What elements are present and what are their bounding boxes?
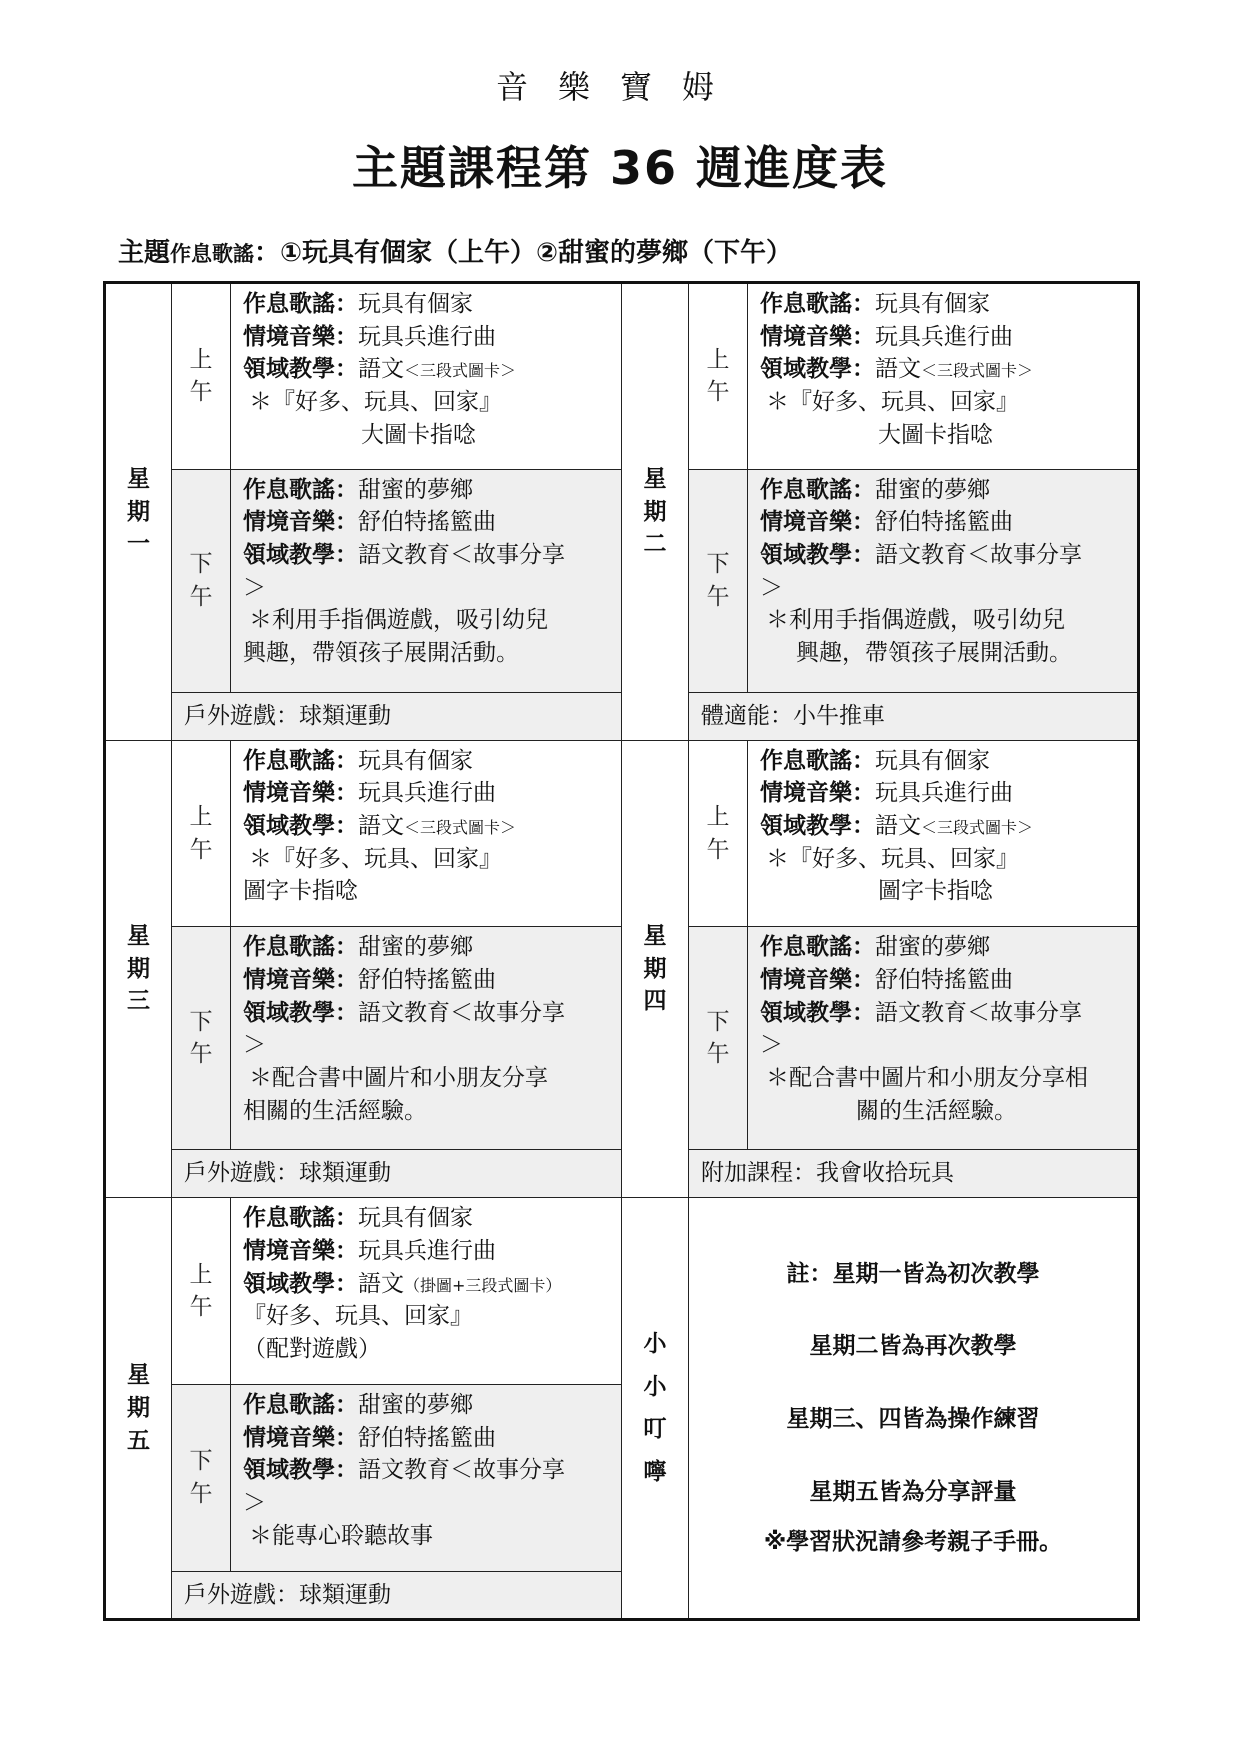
tue-pm-cell: 作息歌謠：甜蜜的夢鄉 情境音樂：舒伯特搖籃曲 領域教學：語文教育＜故事分享 ＞ ＊利用手指偶遊戲，吸引幼兒 興趣，帶領孩子展開活動。 bbox=[748, 469, 1139, 692]
fri-extra-activity: 戶外遊戲：球類運動 bbox=[172, 1571, 622, 1619]
fri-pm-cell: 作息歌謠：甜蜜的夢鄉 情境音樂：舒伯特搖籃曲 領域教學：語文教育＜故事分享 ＞ ＊能專心聆聽故事 bbox=[231, 1385, 622, 1572]
fri-am-cell: 作息歌謠：玩具有個家 情境音樂：玩具兵進行曲 領域教學：語文（掛圖+三段式圖卡） 『好多、玩具、回家』 （配對遊戲） bbox=[231, 1198, 622, 1385]
am-label: 上 午 bbox=[172, 1198, 231, 1385]
page-title: 主題課程第 36 週進度表 bbox=[351, 141, 889, 195]
pm-label: 下 午 bbox=[689, 469, 748, 692]
day-label-tue: 星 期 二 bbox=[622, 283, 689, 741]
subtitle-rest: ：①玩具有個家（上午）②甜蜜的夢鄉（下午） bbox=[254, 238, 793, 268]
pm-label: 下 午 bbox=[172, 927, 231, 1150]
thu-extra-activity: 附加課程：我會收拾玩具 bbox=[689, 1150, 1139, 1198]
pm-label: 下 午 bbox=[689, 927, 748, 1150]
reminder-notes: 註：星期一皆為初次教學 星期二皆為再次教學 星期三、四皆為操作練習 星期五皆為分享評量 ※學習狀況請參考親子手冊。 bbox=[689, 1198, 1139, 1620]
organization-name: 音樂寶姆 bbox=[495, 68, 744, 106]
am-label: 上 午 bbox=[689, 740, 748, 927]
wed-extra-activity: 戶外遊戲：球類運動 bbox=[172, 1150, 622, 1198]
theme-subtitle bbox=[118, 232, 792, 269]
thu-pm-cell: 作息歌謠：甜蜜的夢鄉 情境音樂：舒伯特搖籃曲 領域教學：語文教育＜故事分享 ＞ ＊配合書中圖片和小朋友分享相 關的生活經驗。 bbox=[748, 927, 1139, 1150]
mon-am-cell: 作息歌謠：玩具有個家 情境音樂：玩具兵進行曲 領域教學：語文＜三段式圖卡＞ ＊『好多、玩具、回家』 大圖卡指唸 bbox=[231, 283, 622, 470]
tue-extra-activity: 體適能：小牛推車 bbox=[689, 692, 1139, 740]
am-label: 上 午 bbox=[172, 283, 231, 470]
mon-pm-cell: 作息歌謠：甜蜜的夢鄉 情境音樂：舒伯特搖籃曲 領域教學：語文教育＜故事分享 ＞ ＊利用手指偶遊戲，吸引幼兒 興趣，帶領孩子展開活動。 bbox=[231, 469, 622, 692]
wed-pm-cell: 作息歌謠：甜蜜的夢鄉 情境音樂：舒伯特搖籃曲 領域教學：語文教育＜故事分享 ＞ ＊配合書中圖片和小朋友分享 相關的生活經驗。 bbox=[231, 927, 622, 1150]
am-label: 上 午 bbox=[689, 283, 748, 470]
pm-label: 下 午 bbox=[172, 1385, 231, 1572]
thu-am-cell: 作息歌謠：玩具有個家 情境音樂：玩具兵進行曲 領域教學：語文＜三段式圖卡＞ ＊『好多、玩具、回家』 圖字卡指唸 bbox=[748, 740, 1139, 927]
tue-am-cell: 作息歌謠：玩具有個家 情境音樂：玩具兵進行曲 領域教學：語文＜三段式圖卡＞ ＊『好多、玩具、回家』 大圖卡指唸 bbox=[748, 283, 1139, 470]
day-label-mon: 星 期 一 bbox=[105, 283, 172, 741]
subtitle-small: 作息歌謠 bbox=[170, 242, 255, 266]
am-label: 上 午 bbox=[172, 740, 231, 927]
day-label-thu: 星 期 四 bbox=[622, 740, 689, 1198]
reminder-label: 小 小 叮 嚀 bbox=[622, 1198, 689, 1620]
day-label-fri: 星 期 五 bbox=[105, 1198, 172, 1620]
subtitle-lead: 主題 bbox=[118, 238, 171, 268]
wed-am-cell: 作息歌謠：玩具有個家 情境音樂：玩具兵進行曲 領域教學：語文＜三段式圖卡＞ ＊『好多、玩具、回家』 圖字卡指唸 bbox=[231, 740, 622, 927]
day-label-wed: 星 期 三 bbox=[105, 740, 172, 1198]
schedule-table bbox=[103, 281, 1140, 1621]
mon-extra-activity: 戶外遊戲：球類運動 bbox=[172, 692, 622, 740]
pm-label: 下 午 bbox=[172, 469, 231, 692]
